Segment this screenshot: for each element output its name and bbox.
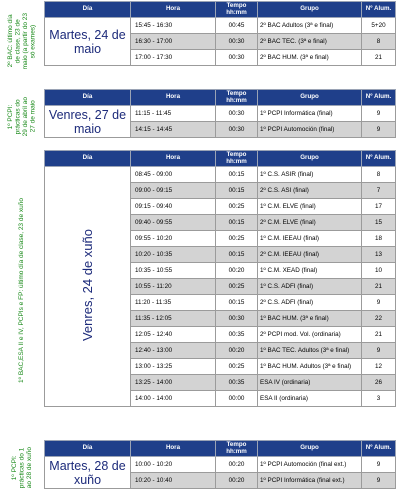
grupo-cell: 1º PCPI Automoción (final ext.)	[258, 457, 362, 473]
schedule-block-3	[0, 150, 403, 431]
day-cell: Venres, 27 de maio	[45, 106, 131, 138]
tempo-cell: 00:30	[216, 122, 258, 138]
grupo-cell: ESA II (ordinaria)	[258, 391, 362, 407]
tempo-cell: 00:15	[216, 167, 258, 183]
block-1-note: 2º BAC: último día de clase, 23 de maio (a partir do 23 só exames)	[7, 13, 37, 70]
grupo-cell: 1º C.M. IEEAU (final)	[258, 231, 362, 247]
hora-cell: 10:20 - 10:40	[131, 473, 216, 489]
block-3-note: 1º BAC,ESA II e IV, PCPIs e FP: último día de clase, 23 de xuño	[18, 198, 26, 383]
tempo-cell: 00:15	[216, 215, 258, 231]
tempo-cell: 00:25	[216, 359, 258, 375]
num-cell: 21	[362, 50, 396, 66]
hora-cell: 10:00 - 10:20	[131, 457, 216, 473]
grupo-cell: 1º C.S. ADFI (final)	[258, 279, 362, 295]
hora-cell: 17:00 - 17:30	[131, 50, 216, 66]
grupo-cell: 1º BAC HUM. Adultos (3ª e final)	[258, 359, 362, 375]
header-hora: Hora	[131, 441, 216, 457]
grupo-cell: 1º BAC TEC. Adultos (3ª e final)	[258, 343, 362, 359]
tempo-cell: 00:30	[216, 311, 258, 327]
tempo-cell: 00:25	[216, 199, 258, 215]
tempo-cell: 00:45	[216, 18, 258, 34]
grupo-cell: 2º C.M. ELVE (final)	[258, 215, 362, 231]
header-tempo: Tempo hh:mm	[216, 151, 258, 167]
hora-cell: 16:30 - 17:00	[131, 34, 216, 50]
hora-cell: 11:20 - 11:35	[131, 295, 216, 311]
hora-cell: 11:15 - 11:45	[131, 106, 216, 122]
grupo-cell: 2º C.S. ADFI (final)	[258, 295, 362, 311]
tempo-cell: 00:25	[216, 279, 258, 295]
hora-cell: 09:00 - 09:15	[131, 183, 216, 199]
day-cell: Venres, 24 de xuño	[45, 167, 131, 407]
table-header	[45, 441, 396, 457]
hora-cell: 15:45 - 16:30	[131, 18, 216, 34]
grupo-cell: 2º C.S. ASI (final)	[258, 183, 362, 199]
hora-cell: 13:25 - 14:00	[131, 375, 216, 391]
num-cell: 9	[362, 473, 396, 489]
table-row	[45, 106, 396, 122]
header-grupo: Grupo	[258, 151, 362, 167]
hora-cell: 14:00 - 14:00	[131, 391, 216, 407]
grupo-cell: 2º C.M. IEEAU (final)	[258, 247, 362, 263]
tempo-cell: 00:15	[216, 247, 258, 263]
tempo-cell: 00:35	[216, 375, 258, 391]
hora-cell: 14:15 - 14:45	[131, 122, 216, 138]
schedule-block-2	[0, 89, 403, 145]
num-cell: 21	[362, 327, 396, 343]
num-cell: 9	[362, 457, 396, 473]
num-cell: 7	[362, 183, 396, 199]
num-cell: 17	[362, 199, 396, 215]
num-cell: 8	[362, 167, 396, 183]
num-cell: 15	[362, 215, 396, 231]
schedule-table-1	[44, 1, 396, 66]
schedule-table-2	[44, 89, 396, 138]
num-cell: 22	[362, 311, 396, 327]
grupo-cell: 1º C.M. ELVE (final)	[258, 199, 362, 215]
grupo-cell: 1º C.M. XEAD (final)	[258, 263, 362, 279]
hora-cell: 13:00 - 13:25	[131, 359, 216, 375]
num-cell: 3	[362, 391, 396, 407]
header-hora: Hora	[131, 2, 216, 18]
tempo-cell: 00:15	[216, 183, 258, 199]
hora-cell: 10:55 - 11:20	[131, 279, 216, 295]
num-cell: 9	[362, 295, 396, 311]
tempo-cell: 00:15	[216, 295, 258, 311]
num-cell: 9	[362, 106, 396, 122]
num-cell: 18	[362, 231, 396, 247]
grupo-cell: 2º BAC HUM. (3ª e final)	[258, 50, 362, 66]
header-tempo: Tempo hh:mm	[216, 2, 258, 18]
grupo-cell: 2º BAC Adultos (3ª e final)	[258, 18, 362, 34]
hora-cell: 12:40 - 13:00	[131, 343, 216, 359]
num-cell: 13	[362, 247, 396, 263]
day-cell: Martes, 28 de xuño	[45, 457, 131, 489]
header-dia: Día	[45, 2, 131, 18]
header-num: Nº Alum.	[362, 441, 396, 457]
hora-cell: 10:20 - 10:35	[131, 247, 216, 263]
tempo-cell: 00:20	[216, 343, 258, 359]
table-row	[45, 457, 396, 473]
schedule-block-1	[0, 1, 403, 82]
header-num: Nº Alum.	[362, 151, 396, 167]
grupo-cell: 2º BAC TEC. (3ª e final)	[258, 34, 362, 50]
tempo-cell: 00:20	[216, 457, 258, 473]
num-cell: 10	[362, 263, 396, 279]
schedule-table-3	[44, 150, 396, 407]
header-grupo: Grupo	[258, 2, 362, 18]
header-dia: Día	[45, 151, 131, 167]
num-cell: 8	[362, 34, 396, 50]
hora-cell: 09:15 - 09:40	[131, 199, 216, 215]
table-row	[45, 18, 396, 34]
num-cell: 12	[362, 359, 396, 375]
tempo-cell: 00:30	[216, 34, 258, 50]
tempo-cell: 00:30	[216, 106, 258, 122]
tempo-cell: 00:25	[216, 231, 258, 247]
grupo-cell: 1º PCPI Informática (final)	[258, 106, 362, 122]
header-hora: Hora	[131, 151, 216, 167]
header-num: Nº Alum.	[362, 90, 396, 106]
grupo-cell: 1º PCPI Automoción (final)	[258, 122, 362, 138]
hora-cell: 09:55 - 10:20	[131, 231, 216, 247]
grupo-cell: 1º BAC HUM. (3ª e final)	[258, 311, 362, 327]
tempo-cell: 00:20	[216, 263, 258, 279]
header-tempo: Tempo hh:mm	[216, 90, 258, 106]
header-grupo: Grupo	[258, 441, 362, 457]
day-cell: Martes, 24 de maio	[45, 18, 131, 66]
block-2-note: 1º PCPI: prácticas do 29 de abril ao 27 de maio	[7, 97, 37, 137]
tempo-cell: 00:30	[216, 50, 258, 66]
grupo-cell: ESA IV (ordinaria)	[258, 375, 362, 391]
header-hora: Hora	[131, 90, 216, 106]
header-num: Nº Alum.	[362, 2, 396, 18]
num-cell: 21	[362, 279, 396, 295]
tempo-cell: 00:20	[216, 473, 258, 489]
tempo-cell: 00:00	[216, 391, 258, 407]
hora-cell: 09:40 - 09:55	[131, 215, 216, 231]
hora-cell: 11:35 - 12:05	[131, 311, 216, 327]
grupo-cell: 2º PCPI mod. Vol. (ordinaria)	[258, 327, 362, 343]
block-4-note: 1º PCPI: prácticas do 1 ao 28 de xuño	[10, 447, 33, 489]
table-header	[45, 90, 396, 106]
hora-cell: 08:45 - 09:00	[131, 167, 216, 183]
num-cell: 26	[362, 375, 396, 391]
hora-cell: 10:35 - 10:55	[131, 263, 216, 279]
hora-cell: 12:05 - 12:40	[131, 327, 216, 343]
table-row	[45, 167, 396, 183]
num-cell: 5+20	[362, 18, 396, 34]
table-header	[45, 151, 396, 167]
num-cell: 9	[362, 122, 396, 138]
schedule-table-4	[44, 440, 396, 489]
header-dia: Día	[45, 90, 131, 106]
tempo-cell: 00:35	[216, 327, 258, 343]
grupo-cell: 1º C.S. ASIR (final)	[258, 167, 362, 183]
header-tempo: Tempo hh:mm	[216, 441, 258, 457]
header-dia: Día	[45, 441, 131, 457]
header-grupo: Grupo	[258, 90, 362, 106]
schedule-block-4	[0, 440, 403, 496]
table-header	[45, 2, 396, 18]
num-cell: 9	[362, 343, 396, 359]
grupo-cell: 1º PCPI Informática (final ext.)	[258, 473, 362, 489]
